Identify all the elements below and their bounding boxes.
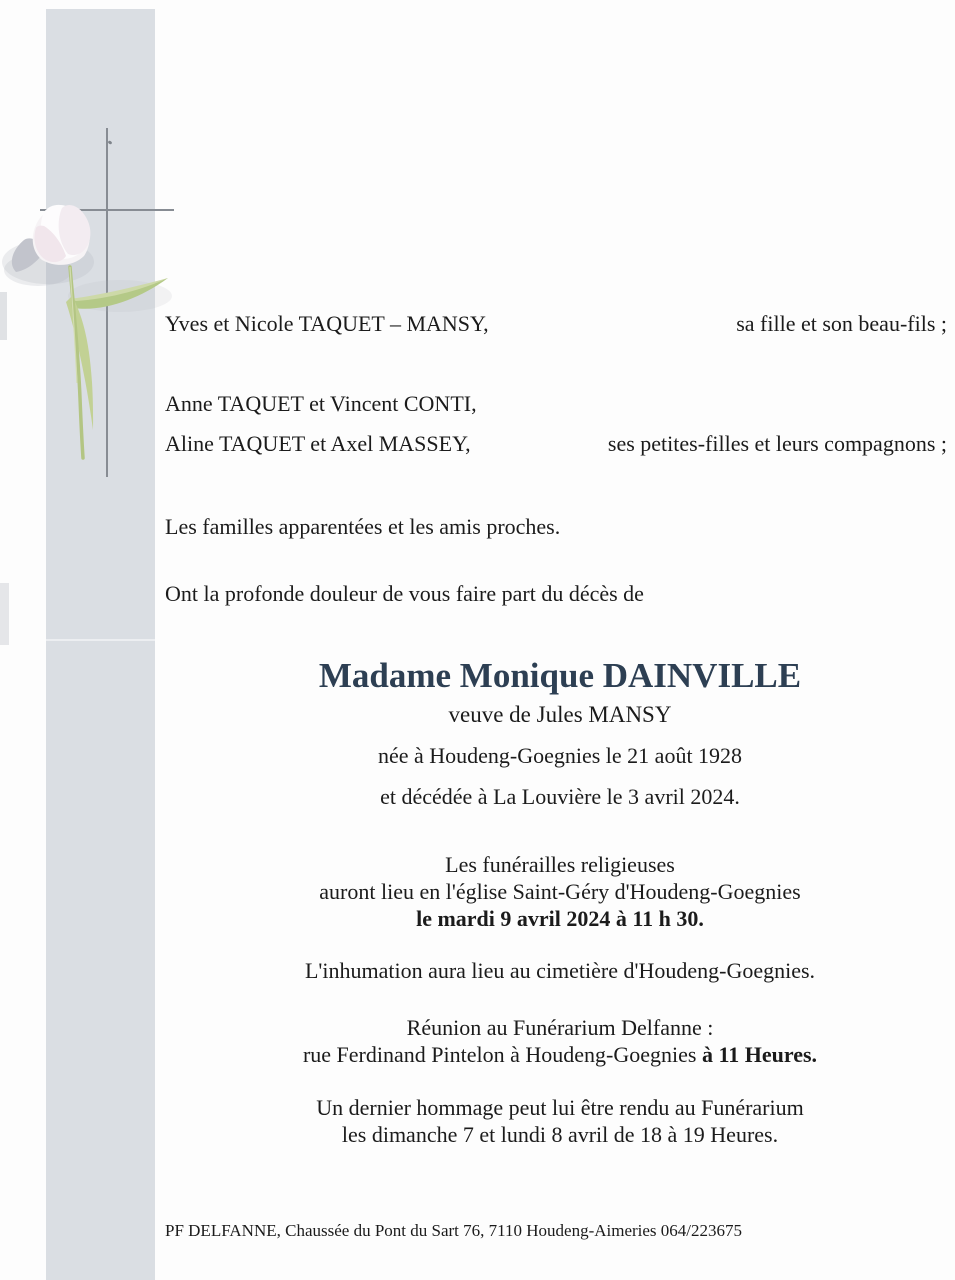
- widow-line: veuve de Jules MANSY: [448, 702, 672, 727]
- meeting-line-1: Réunion au Funérarium Delfanne :: [406, 1015, 714, 1040]
- funeral-line-1: Les funérailles religieuses: [445, 852, 675, 877]
- band-seam-line: [46, 639, 155, 641]
- family-line-2: Anne TAQUET et Vincent CONTI,: [165, 391, 477, 416]
- death-line: et décédée à La Louvière le 3 avril 2024.: [380, 784, 740, 809]
- funeral-home-footer: PF DELFANNE, Chaussée du Pont du Sart 76, 7110 Houdeng-Aimeries 064/223675: [165, 1221, 743, 1240]
- scan-artifact-streak: [0, 583, 9, 645]
- announcement-line: Ont la profonde douleur de vous faire part du décès de: [165, 581, 644, 606]
- meeting-line2-normal: rue Ferdinand Pintelon à Houdeng-Goegnies: [302, 1042, 702, 1067]
- family-line3-left: Aline TAQUET et Axel MASSEY,: [165, 431, 471, 456]
- funeral-date-line: le mardi 9 avril 2024 à 11 h 30.: [416, 906, 704, 931]
- birth-line: née à Houdeng-Goegnies le 21 août 1928: [377, 743, 743, 768]
- meeting-line2-time: à 11 Heures.: [701, 1042, 818, 1067]
- burial-line: L'inhumation aura lieu au cimetière d'Houdeng-Goegnies.: [304, 958, 816, 983]
- family-line3-right: ses petites-filles et leurs compagnons ;: [607, 431, 947, 456]
- family-line1-left: Yves et Nicole TAQUET – MANSY,: [165, 311, 489, 336]
- meeting-line-2: [165, 1042, 955, 1067]
- flower-icon: [0, 188, 185, 473]
- family-line-3: [165, 431, 947, 456]
- deceased-name: Madame Monique DAINVILLE: [318, 656, 802, 695]
- family-line-1: [165, 311, 947, 336]
- funeral-line-2: auront lieu en l'église Saint-Géry d'Houdeng-Goegnies: [319, 879, 801, 904]
- family-line1-right: sa fille et son beau-fils ;: [736, 311, 947, 336]
- family-line-4: Les familles apparentées et les amis proches.: [165, 514, 561, 539]
- tribute-line-1: Un dernier hommage peut lui être rendu au Funérarium: [316, 1095, 804, 1120]
- tribute-line-2: les dimanche 7 et lundi 8 avril de 18 à 19 Heures.: [341, 1122, 779, 1147]
